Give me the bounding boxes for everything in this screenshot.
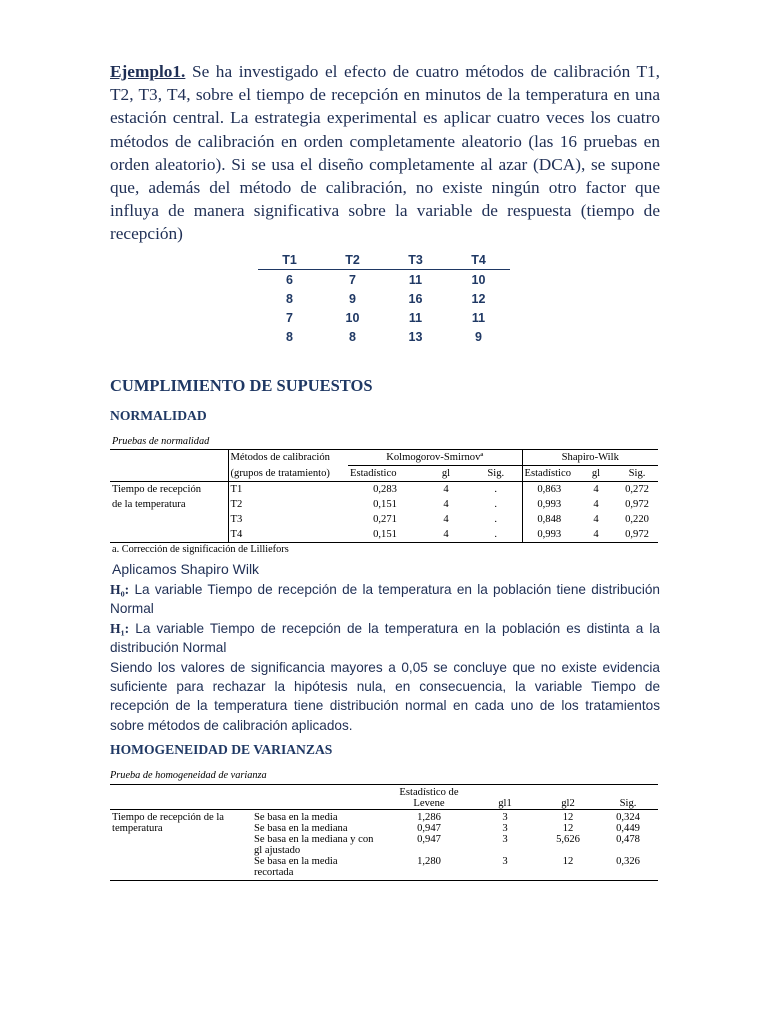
method: T1 (228, 482, 348, 498)
cell: 7 (286, 310, 293, 325)
h0-text: La variable Tiempo de recepción de la temperatura en la población tiene distribución Normal (110, 582, 660, 617)
sw-stat: 0,863 (522, 482, 576, 498)
null-hypothesis (110, 580, 660, 618)
basis-line-1: Se basa en la media (254, 856, 338, 867)
basis-line-2: recortada (254, 867, 294, 878)
table-row (110, 810, 658, 824)
gl1: 3 (502, 812, 508, 823)
ks-stat: 0,283 (373, 484, 397, 495)
section-heading-cumplimiento: CUMPLIMIENTO DE SUPUESTOS (110, 376, 373, 395)
table-row (258, 289, 510, 308)
ks-stat: 0,151 (373, 499, 397, 510)
gl1: 3 (502, 823, 508, 834)
levene-stat: 1,286 (417, 812, 441, 823)
cell: 9 (349, 291, 356, 306)
sw-gl: 4 (593, 529, 599, 540)
header-t4: T4 (447, 250, 510, 270)
basis-line-1: Se basa en la mediana y con (254, 834, 374, 845)
h1-label: H₁: (110, 621, 130, 636)
ks-gl: 4 (443, 529, 449, 540)
table-row (110, 856, 658, 881)
cell: 8 (349, 329, 356, 344)
cell: 8 (286, 291, 293, 306)
basis (252, 834, 386, 856)
cell: 12 (471, 291, 486, 306)
table-row (110, 834, 658, 856)
ks-sig: . (494, 484, 498, 495)
gl2: 12 (562, 856, 574, 867)
sw-header: Shapiro-Wilk (522, 450, 658, 466)
row-label: Tiempo de recepción de la (112, 812, 224, 823)
levene-table (110, 784, 658, 881)
ks-stat: 0,151 (373, 529, 397, 540)
sw-sig: 0,272 (625, 484, 649, 495)
gl2: 12 (562, 823, 574, 834)
data-table (258, 250, 510, 346)
normality-footnote: a. Corrección de significación de Lilliefors (112, 544, 289, 555)
header-t1: T1 (258, 250, 321, 270)
cell: 7 (349, 272, 356, 287)
ks-gl: 4 (443, 514, 449, 525)
method: T3 (228, 512, 348, 527)
levene-caption: Prueba de homogeneidad de varianza (110, 770, 267, 781)
gl1: 3 (502, 834, 508, 845)
basis-line-2: gl ajustado (254, 845, 301, 856)
normality-table (110, 449, 658, 543)
basis: Se basa en la mediana (254, 823, 348, 834)
basis: Se basa en la media (254, 812, 338, 823)
cell: 11 (408, 310, 423, 325)
ks-sig: . (494, 529, 498, 540)
sig: 0,478 (616, 834, 640, 845)
sw-gl: 4 (593, 514, 599, 525)
gl1: 3 (502, 856, 508, 867)
table-row (110, 527, 658, 543)
cell: 11 (408, 272, 423, 287)
cell: 10 (471, 272, 486, 287)
levene-stat: 0,947 (417, 834, 441, 845)
sw-stat-header: Estadístico (522, 466, 576, 482)
sw-sig-header: Sig. (628, 468, 646, 479)
basis (252, 856, 386, 881)
cell: 10 (345, 310, 360, 325)
ks-sig-header: Sig. (487, 468, 505, 479)
sw-stat: 0,848 (522, 512, 576, 527)
methods-header: Métodos de calibración (228, 450, 348, 466)
normality-header-sub (110, 466, 658, 482)
sig: 0,449 (616, 823, 640, 834)
gl2: 5,626 (556, 834, 580, 845)
sw-gl: 4 (593, 484, 599, 495)
data-table-header (258, 250, 510, 270)
h0-label: H₀: (110, 582, 130, 597)
levene-stat: 1,280 (417, 856, 441, 867)
sw-stat: 0,993 (522, 497, 576, 512)
ks-stat-header: Estadístico (350, 468, 397, 479)
gl2: 12 (562, 812, 574, 823)
row-label: Tiempo de recepción (112, 484, 202, 495)
ks-sig: . (494, 499, 498, 510)
table-row (110, 823, 658, 834)
ks-header: Kolmogorov-Smirnovª (348, 450, 522, 466)
h1-text: La variable Tiempo de recepción de la temperatura en la población es distinta a la distribución Normal (110, 621, 660, 656)
intro-text: Se ha investigado el efecto de cuatro métodos de calibración T1, T2, T3, T4, sobre el tiempo de recepción en minutos de la temperatura en una estación central. La estrategia experimental es aplicar cuatro veces los cuatro métodos de calibración en orden completamente aleatorio (las 16 pruebas en orden aleatorio). Si se usa el diseño completamente al azar (DCA), se supone que, además del método de calibración, no existe ningún otro factor que influya de manera significativa sobre la variable de respuesta (tiempo de recepción) (110, 62, 660, 244)
sig-header: Sig. (619, 798, 637, 809)
ks-gl-header: gl (441, 468, 451, 479)
levene-header (110, 785, 658, 810)
table-row (258, 308, 510, 327)
conclusion-text: Siendo los valores de significancia mayores a 0,05 se concluye que no existe evidencia suficiente para rechazar la hipótesis nula, en consecuencia, la variable Tiempo de recepción de la temperatura tiene distribución normal en cada uno de los tratamientos sobre métodos de calibración aplicados. (110, 660, 660, 733)
table-row (110, 497, 658, 512)
cell: 8 (286, 329, 293, 344)
ks-sig: . (494, 514, 498, 525)
levene-stat-header (386, 785, 472, 810)
method: T2 (228, 497, 348, 512)
sw-sig: 0,972 (625, 529, 649, 540)
table-row (110, 512, 658, 527)
sw-gl: 4 (593, 499, 599, 510)
sw-gl-header: gl (591, 468, 601, 479)
cell: 9 (475, 329, 482, 344)
sw-stat: 0,993 (522, 527, 576, 543)
header-t3: T3 (384, 250, 447, 270)
apply-test-text: Aplicamos Shapiro Wilk (112, 561, 260, 577)
alt-hypothesis (110, 619, 660, 657)
row-label: de la temperatura (112, 499, 186, 510)
header-t2: T2 (321, 250, 384, 270)
cell: 11 (471, 310, 486, 325)
table-row (258, 327, 510, 346)
levene-stat-header-2: Levene (413, 798, 445, 809)
table-row (258, 270, 510, 290)
ks-gl: 4 (443, 499, 449, 510)
row-label: temperatura (112, 823, 163, 834)
levene-stat-header-1: Estadístico de (399, 787, 459, 798)
section-heading-homogeneidad: HOMOGENEIDAD DE VARIANZAS (110, 742, 333, 757)
sw-sig: 0,972 (625, 499, 649, 510)
intro-paragraph (110, 60, 660, 246)
normality-caption: Pruebas de normalidad (112, 436, 210, 447)
methods-header-2: (grupos de tratamiento) (228, 466, 348, 482)
section-heading-normalidad: NORMALIDAD (110, 408, 207, 423)
cell: 16 (408, 291, 423, 306)
ks-stat: 0,271 (373, 514, 397, 525)
normality-header-top (110, 450, 658, 466)
gl1-header: gl1 (498, 798, 512, 809)
ks-gl: 4 (443, 484, 449, 495)
sw-sig: 0,220 (625, 514, 649, 525)
levene-stat: 0,947 (417, 823, 441, 834)
sig: 0,326 (616, 856, 640, 867)
example-title: Ejemplo1. (110, 62, 186, 81)
cell: 6 (286, 272, 293, 287)
sig: 0,324 (616, 812, 640, 823)
cell: 13 (408, 329, 423, 344)
table-row (110, 482, 658, 498)
method: T4 (228, 527, 348, 543)
gl2-header: gl2 (561, 798, 575, 809)
